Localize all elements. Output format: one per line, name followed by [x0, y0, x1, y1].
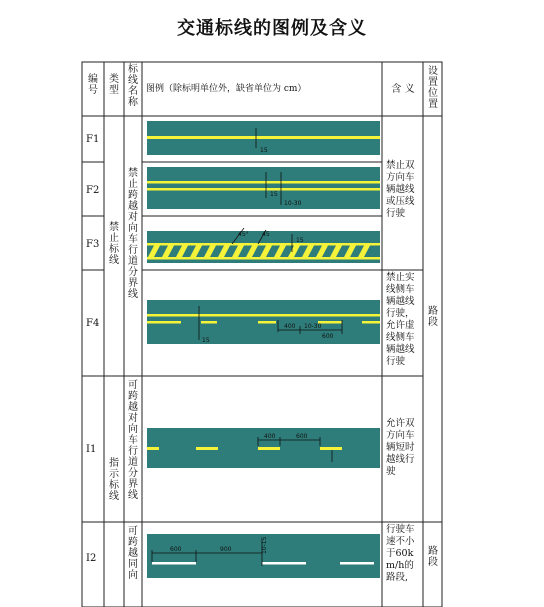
- name-i1-line: 可跨越对向车行道分界线: [128, 380, 138, 501]
- header-legend: 图例（除标明单位外，缺省单位为 cm）: [146, 84, 307, 94]
- i2-dim-label-2: 900: [220, 546, 232, 553]
- legend-f1: [147, 121, 380, 155]
- legend-i2: [147, 534, 380, 578]
- f4-dim-label-2: 400: [284, 323, 296, 330]
- f1-dim-label: 15: [260, 147, 268, 154]
- position-p2: 路段: [428, 546, 438, 568]
- header-code: 编号: [88, 74, 98, 96]
- i1-dim-label-1: 400: [264, 433, 276, 440]
- row-code-i1: I1: [86, 444, 97, 455]
- row-code-f1: F1: [86, 134, 100, 145]
- f2-dim-label-2: 10-30: [284, 200, 302, 207]
- meaning-m4: 行驶车速不小于60km/h的路段,: [386, 524, 415, 583]
- row-code-f3: F3: [86, 239, 100, 250]
- meaning-m1: 禁止双方向车辆越线或压线行驶: [386, 160, 415, 219]
- row-code-f4: F4: [86, 318, 100, 329]
- type-forbid: 禁止标线: [109, 222, 119, 266]
- type-indicate: 指示标线: [109, 458, 119, 502]
- row-code-i2: I2: [86, 553, 97, 564]
- i2-dim-label-1: 600: [170, 546, 182, 553]
- header-meaning: 含 义: [391, 84, 415, 95]
- f3-dim-label-2: 45: [262, 231, 270, 238]
- header-name: 标线名称: [128, 64, 138, 108]
- f4-dim-label-1: 15: [202, 337, 210, 344]
- legend-f4: [147, 300, 380, 344]
- f4-dim-label-4: 600: [322, 333, 334, 340]
- f2-dim-label-1: 15: [270, 191, 278, 198]
- legend-f3: [147, 228, 380, 263]
- f3-dim-label-1: 45°: [238, 231, 249, 238]
- i2-dim-label-3: 10-15: [261, 536, 268, 554]
- page-title: 交通标线的图例及含义: [177, 18, 367, 39]
- name-i2-line: 可跨越同向: [128, 526, 138, 581]
- name-forbid-line: 禁止跨越对向车行道分界线: [128, 168, 138, 300]
- header-type: 类型: [109, 74, 119, 96]
- i1-dim-label-2: 600: [296, 433, 308, 440]
- legend-i1: [147, 428, 380, 468]
- f4-dim-label-3: 10-30: [304, 323, 322, 330]
- legend-f2: [147, 167, 380, 209]
- meaning-m2: 禁止实线侧车辆越线行驶，允许虚线侧车辆越线行驶: [386, 272, 415, 367]
- f3-dim-label-3: 15: [296, 237, 304, 244]
- meaning-m3: 允许双方向车辆短时越线行驶: [386, 418, 415, 477]
- header-position: 设置位置: [428, 66, 438, 110]
- position-p1: 路段: [428, 306, 438, 328]
- row-code-f2: F2: [86, 185, 100, 196]
